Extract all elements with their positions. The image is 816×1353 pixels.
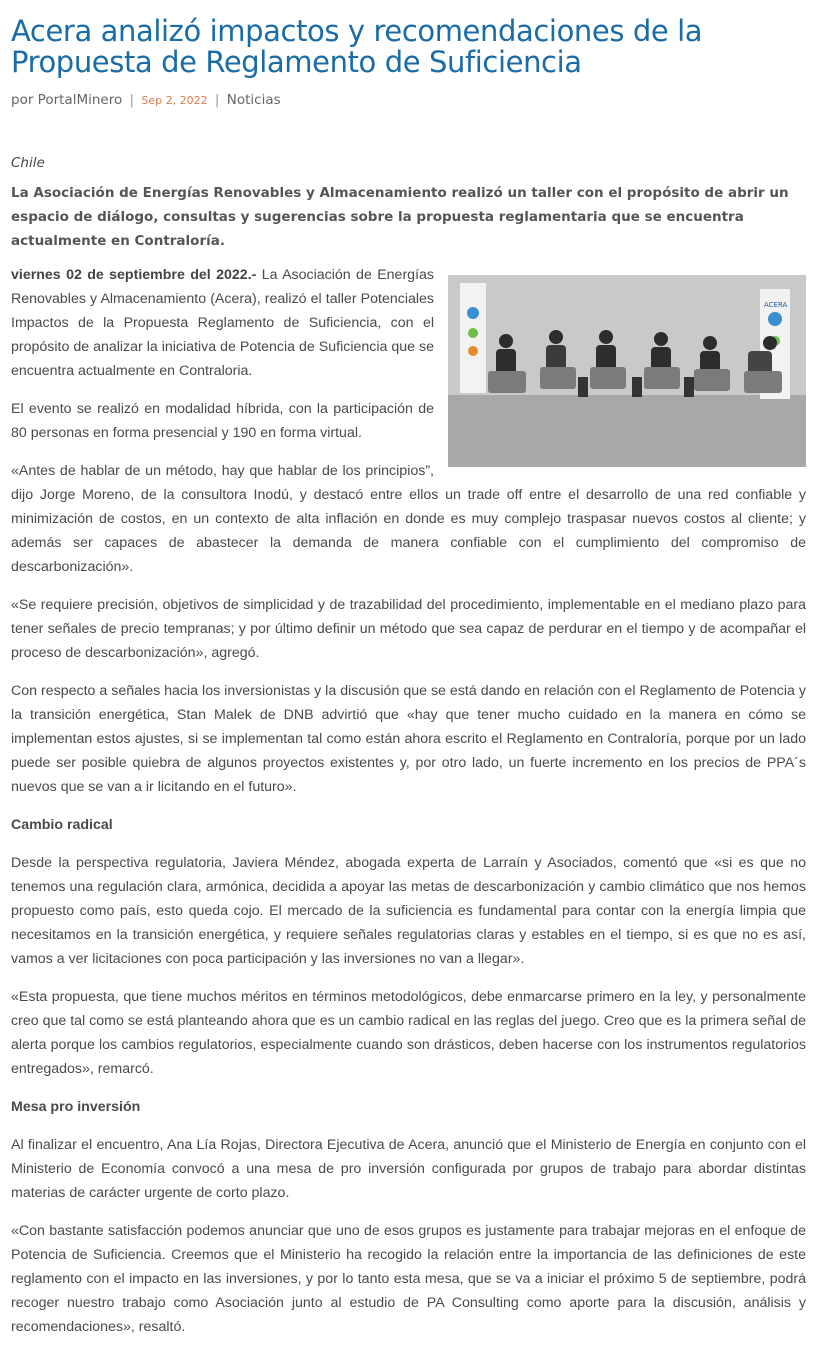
article-body (11, 263, 806, 1339)
article-lead: La Asociación de Energías Renovables y Almacenamiento realizó un taller con el propósito de abrir un espacio de diálogo, consultas y sugerencias sobre la propuesta reglamentaria que se encuentra actualmente en Contraloría. (11, 185, 789, 249)
meta-separator: | (129, 92, 135, 108)
paragraph: Al finalizar el encuentro, Ana Lía Rojas, Directora Ejecutiva de Acera, anunció que el Ministerio de Energía en conjunto con el Ministerio de Economía convocó a una mesa de pro inversión configurada por grupos de trabajo para abordar distintas materias de carácter urgente de corto plazo. (11, 1137, 806, 1201)
post-author[interactable]: por PortalMinero (11, 92, 123, 108)
paragraph: Con respecto a señales hacia los inversionistas y la discusión que se está dando en relación con el Reglamento de Potencia y la transición energética, Stan Malek de DNB advirtió que «hay que tener mucho cuidado en la manera en cómo se implementan estos ajustes, si se implementan tal como están ahora escrito el Reglamento en Contraloría, porque por un lado puede ser posible quiebra de algunos proyectos existentes y, por otro lado, un fuerte incremento en los precios de PPA´s nuevos que se van a ir licitando en el futuro». (11, 683, 806, 795)
event-photo (448, 275, 806, 467)
paragraph: El evento se realizó en modalidad híbrida, con la participación de 80 personas en forma presencial y 190 en forma virtual. (11, 401, 434, 441)
paragraph: «Esta propuesta, que tiene muchos méritos en términos metodológicos, debe enmarcarse primero en la ley, y personalmente creo que tal como se está planteando ahora que es un cambio radical en las reglas del juego. Creo que es la primera señal de alerta porque los cambios regulatorios, especialmente cuando son drásticos, deben hacerse con los instrumentos regulatorios entregados», remarcó. (11, 989, 806, 1077)
paragraph: «Se requiere precisión, objetivos de simplicidad y de trazabilidad del procedimiento, implementable en el mediano plazo para tener señales de precio tempranas; y por último definir un método que sea capaz de perdurar en el tiempo y de acompañar el proceso de descarbonización», agregó. (11, 597, 806, 661)
dateline: viernes 02 de septiembre del 2022.- (11, 267, 257, 283)
paragraph: viernes 02 de septiembre del 2022.- La Asociación de Energías Renovables y Almacenamiento (Acera), realizó el taller Potenciales Impactos de la Propuesta Reglamento de Suficiencia, con el propósito de analizar la iniciativa de Potencia de Suficiencia que se encuentra actualmente en Contraloria. (11, 267, 434, 379)
paragraph: «Antes de hablar de un método, hay que hablar de los principios”, dijo Jorge Moreno, de la consultora Inodú, y destacó entre ellos un trade off entre el desarrollo de una red confiable y minimización de costos, en un contexto de alta inflación en donde es muy complejo traspasar nuevos costos al cliente; y además ser capaces de abastecer la demanda de manera confiable con el cumplimiento del compromiso de descarbonización». (11, 463, 806, 575)
paragraph: «Con bastante satisfacción podemos anunciar que uno de esos grupos es justamente para trabajar mejoras en el enfoque de Potencia de Suficiencia. Creemos que el Ministerio ha recogido la relación entre la importancia de las definiciones de este reglamento con el impacto en las inversiones, y por lo tanto esta mesa, que se va a iniciar el próximo 5 de septiembre, podrá recoger nuestro trabajo como Asociación junto al estudio de PA Consulting como aporte para la discusión, análisis y recomendaciones», resaltó. (11, 1223, 806, 1335)
meta-separator: | (214, 92, 220, 108)
panel-photo-illustration (448, 275, 806, 467)
country-label: Chile (11, 155, 45, 171)
paragraph: Desde la perspectiva regulatoria, Javiera Méndez, abogada experta de Larraín y Asociados, comentó que «si es que no tenemos una regulación clara, armónica, decidida a apoyar las metas de descarbonización y cambio climático que nos hemos propuesto como país, esto queda cojo. El mercado de la suficiencia es fundamental para contar con la energía limpia que necesitamos en la transición energética, y requiere señales regulatorias claras y estables en el tiempo, si es que no es así, vamos a ver licitaciones con poca participación y las inversiones no van a llegar». (11, 855, 806, 967)
post-meta (11, 92, 806, 112)
banner-text: ACERA (764, 301, 788, 309)
article-title: Acera analizó impactos y recomendaciones de la Propuesta de Reglamento de Suficiencia (11, 14, 703, 79)
post-category[interactable]: Noticias (226, 92, 281, 108)
section-heading: Cambio radical (11, 817, 113, 833)
section-heading: Mesa pro inversión (11, 1099, 141, 1115)
post-date: Sep 2, 2022 (141, 94, 208, 107)
article (11, 0, 806, 1353)
